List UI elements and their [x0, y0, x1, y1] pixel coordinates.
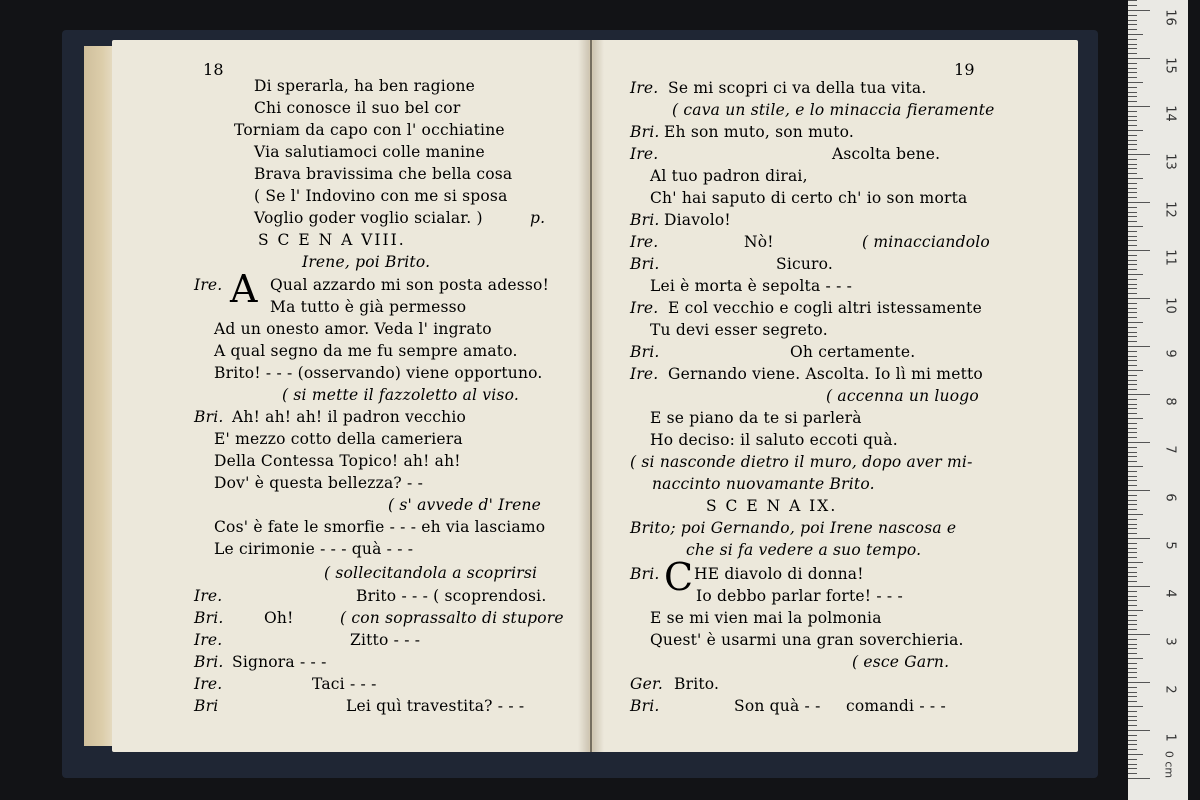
- stage-direction: ( con soprassalto di stupore: [340, 609, 564, 627]
- ruler-tick: [1128, 96, 1137, 97]
- stage-direction: Irene, poi Brito.: [302, 253, 431, 271]
- ruler-tick: [1128, 188, 1137, 189]
- ruler-tick: [1128, 720, 1137, 721]
- ruler-tick: [1128, 245, 1137, 246]
- text-line: Dov' è questa bellezza? - -: [214, 474, 424, 492]
- ruler-tick: [1128, 759, 1137, 760]
- stage-direction: Brito; poi Gernando, poi Irene nascosa e: [630, 519, 957, 537]
- stage-direction: naccinto nuovamante Brito.: [652, 475, 875, 493]
- ruler-tick: [1128, 740, 1137, 741]
- text-line: Sicuro.: [776, 255, 834, 273]
- ruler-tick: [1128, 111, 1137, 112]
- ruler-tick: [1128, 423, 1137, 424]
- text-line: Brito.: [674, 675, 720, 693]
- text-line: Lei è morta è sepolta - - -: [650, 277, 853, 295]
- ruler-tick: [1128, 140, 1137, 141]
- speaker: Ire.: [630, 145, 659, 163]
- text-line: Lei quì travestita? - - -: [346, 697, 525, 715]
- speaker: Bri.: [630, 123, 660, 141]
- ruler-tick: [1128, 485, 1137, 486]
- ruler-tick: [1128, 24, 1137, 25]
- ruler-unit-label: 0 cm: [1162, 750, 1176, 779]
- ruler-tick: [1128, 663, 1137, 664]
- ruler-tick: [1128, 711, 1137, 712]
- book-gutter: [578, 40, 604, 752]
- speaker: Bri.: [194, 609, 224, 627]
- text-line: Brito - - - ( scoprendosi.: [356, 587, 547, 605]
- ruler-tick: [1128, 399, 1137, 400]
- ruler-tick: [1128, 149, 1137, 150]
- text-line: Eh son muto, son muto.: [664, 123, 855, 141]
- ruler-number: 9: [1162, 349, 1178, 358]
- ruler-tick: [1128, 413, 1137, 414]
- text-line: Le cirimonie - - - quà - - -: [214, 540, 414, 558]
- ruler-tick: [1128, 44, 1137, 45]
- speaker: Ger.: [630, 675, 663, 693]
- ruler-tick: [1128, 34, 1143, 35]
- ruler-tick: [1128, 524, 1137, 525]
- speaker: Bri: [194, 697, 219, 715]
- text-line: Ma tutto è già permesso: [270, 298, 467, 316]
- ruler-tick: [1128, 375, 1137, 376]
- ruler-tick: [1128, 480, 1137, 481]
- ruler-tick: [1128, 255, 1137, 256]
- ruler-tick: [1128, 130, 1143, 131]
- ruler-tick: [1128, 135, 1137, 136]
- ruler-tick: [1128, 461, 1137, 462]
- ruler-tick: [1128, 351, 1137, 352]
- text-line: A qual segno da me fu sempre amato.: [214, 342, 518, 360]
- ruler-tick: [1128, 63, 1137, 64]
- stage-direction: ( si nasconde dietro il muro, dopo aver mi-: [630, 453, 973, 471]
- ruler-tick: [1128, 116, 1137, 117]
- ruler-tick: [1128, 192, 1137, 193]
- ruler-number: 7: [1162, 445, 1178, 454]
- text-line: E se piano da te si parlerà: [650, 409, 862, 427]
- measurement-ruler: [1128, 0, 1188, 800]
- ruler-tick: [1128, 29, 1137, 30]
- ruler-number: 2: [1162, 685, 1178, 694]
- stage-direction: ( minacciandolo: [862, 233, 990, 251]
- ruler-tick: [1128, 207, 1137, 208]
- ruler-tick: [1128, 629, 1137, 630]
- ruler-tick: [1128, 221, 1137, 222]
- ruler-tick: [1128, 456, 1137, 457]
- ruler-tick: [1128, 514, 1143, 515]
- ruler-tick: [1128, 370, 1143, 371]
- ruler-tick: [1128, 336, 1137, 337]
- speaker: Bri.: [630, 255, 660, 273]
- ruler-tick: [1128, 279, 1137, 280]
- ruler-tick: [1128, 706, 1143, 707]
- ruler-tick: [1128, 293, 1137, 294]
- speaker: Bri.: [630, 697, 660, 715]
- ruler-tick: [1128, 677, 1137, 678]
- ruler-tick: [1128, 538, 1150, 539]
- ruler-tick: [1128, 92, 1137, 93]
- ruler-tick: [1128, 274, 1143, 275]
- speaker: Ire.: [630, 299, 659, 317]
- ruler-number: 5: [1162, 541, 1178, 550]
- ruler-tick: [1128, 154, 1150, 155]
- ruler-tick: [1128, 552, 1137, 553]
- ruler-tick: [1128, 389, 1137, 390]
- ruler-tick: [1128, 437, 1137, 438]
- ruler-tick: [1128, 164, 1137, 165]
- ruler-tick: [1128, 490, 1150, 491]
- ruler-tick: [1128, 572, 1137, 573]
- ruler-tick: [1128, 178, 1143, 179]
- ruler-tick: [1128, 308, 1137, 309]
- text-line: Nò!: [744, 233, 774, 251]
- speaker: Ire.: [194, 587, 223, 605]
- ruler-tick: [1128, 365, 1137, 366]
- ruler-tick: [1128, 394, 1150, 395]
- ruler-tick: [1128, 5, 1137, 6]
- ruler-tick: [1128, 495, 1137, 496]
- drop-cap: A: [230, 267, 258, 311]
- ruler-tick: [1128, 591, 1137, 592]
- ruler-tick: [1128, 634, 1150, 635]
- ruler-number: 6: [1162, 493, 1178, 502]
- text-line: Cos' è fate le smorfie - - - eh via lasciamo: [214, 518, 546, 536]
- speaker: Ire.: [194, 631, 223, 649]
- drop-cap: C: [664, 555, 694, 599]
- page-number: 18: [203, 60, 224, 79]
- text-line: Diavolo!: [664, 211, 731, 229]
- ruler-tick: [1128, 317, 1137, 318]
- ruler-tick: [1128, 605, 1137, 606]
- text-line: Della Contessa Topico! ah! ah!: [214, 452, 461, 470]
- ruler-tick: [1128, 322, 1143, 323]
- text-line: Voglio goder voglio scialar. ): [254, 209, 483, 227]
- ruler-tick: [1128, 452, 1137, 453]
- ruler-tick: [1128, 106, 1150, 107]
- ruler-tick: [1128, 240, 1137, 241]
- text-line: E col vecchio e cogli altri istessamente: [668, 299, 982, 317]
- ruler-tick: [1128, 0, 1137, 1]
- stage-direction: ( s' avvede d' Irene: [388, 496, 542, 514]
- ruler-tick: [1128, 332, 1137, 333]
- ruler-number: 13: [1162, 153, 1178, 170]
- ruler-tick: [1128, 668, 1137, 669]
- stage-direction: ( accenna un luogo: [826, 387, 979, 405]
- ruler-tick: [1128, 39, 1137, 40]
- stage-direction: che si fa vedere a suo tempo.: [686, 541, 922, 559]
- ruler-tick: [1128, 432, 1137, 433]
- ruler-tick: [1128, 101, 1137, 102]
- ruler-tick: [1128, 754, 1143, 755]
- ruler-tick: [1128, 471, 1137, 472]
- ruler-tick: [1128, 773, 1137, 774]
- ruler-tick: [1128, 15, 1137, 16]
- text-line: Tu devi esser segreto.: [650, 321, 828, 339]
- ruler-tick: [1128, 442, 1150, 443]
- ruler-tick: [1128, 749, 1137, 750]
- text-line: Ch' hai saputo di certo ch' io son morta: [650, 189, 968, 207]
- stage-direction: ( cava un stile, e lo minaccia fieramente: [672, 101, 995, 119]
- ruler-tick: [1128, 596, 1137, 597]
- ruler-tick: [1128, 269, 1137, 270]
- speaker: Ire.: [194, 276, 223, 294]
- ruler-tick: [1128, 562, 1143, 563]
- text-line: E se mi vien mai la polmonia: [650, 609, 882, 627]
- ruler-tick: [1128, 764, 1137, 765]
- ruler-tick: [1128, 672, 1137, 673]
- ruler-tick: [1128, 476, 1137, 477]
- ruler-tick: [1128, 260, 1137, 261]
- ruler-number: 10: [1162, 297, 1178, 314]
- ruler-tick: [1128, 716, 1137, 717]
- ruler-tick: [1128, 744, 1137, 745]
- ruler-tick: [1128, 500, 1137, 501]
- ruler-tick: [1128, 682, 1150, 683]
- ruler-tick: [1128, 509, 1137, 510]
- ruler-tick: [1128, 346, 1150, 347]
- ruler-tick: [1128, 567, 1137, 568]
- ruler-tick: [1128, 216, 1137, 217]
- ruler-number: 15: [1162, 57, 1178, 74]
- speaker: Ire.: [194, 675, 223, 693]
- ruler-tick: [1128, 648, 1137, 649]
- ruler-tick: [1128, 600, 1137, 601]
- speaker: Ire.: [630, 233, 659, 251]
- text-line: Brito! - - - (osservando) viene opportuno.: [214, 364, 543, 382]
- ruler-tick: [1128, 360, 1137, 361]
- ruler-tick: [1128, 778, 1150, 779]
- ruler-tick: [1128, 384, 1137, 385]
- ruler-tick: [1128, 768, 1137, 769]
- text-line: Io debbo parlar forte! - - -: [696, 587, 903, 605]
- ruler-tick: [1128, 639, 1137, 640]
- stage-direction: ( sollecitandola a scoprirsi: [324, 564, 538, 582]
- ruler-tick: [1128, 197, 1137, 198]
- text-line: HE diavolo di donna!: [694, 565, 864, 583]
- ruler-tick: [1128, 624, 1137, 625]
- ruler-tick: [1128, 202, 1150, 203]
- ruler-tick: [1128, 380, 1137, 381]
- scene-heading: S C E N A IX.: [706, 497, 838, 515]
- ruler-tick: [1128, 356, 1137, 357]
- ruler-tick: [1128, 408, 1137, 409]
- text-line: Di sperarla, ha ben ragione: [254, 77, 476, 95]
- ruler-tick: [1128, 288, 1137, 289]
- ruler-tick: [1128, 658, 1143, 659]
- ruler-tick: [1128, 48, 1137, 49]
- ruler-tick: [1128, 615, 1137, 616]
- ruler-tick: [1128, 183, 1137, 184]
- text-line: Son quà - -: [734, 697, 821, 715]
- ruler-tick: [1128, 264, 1137, 265]
- ruler-tick: [1128, 428, 1137, 429]
- ruler-tick: [1128, 226, 1143, 227]
- ruler-tick: [1128, 533, 1137, 534]
- ruler-tick: [1128, 586, 1150, 587]
- ruler-tick: [1128, 231, 1137, 232]
- text-line: comandi - - -: [846, 697, 946, 715]
- ruler-tick: [1128, 735, 1137, 736]
- ruler-tick: [1128, 696, 1137, 697]
- ruler-number: 4: [1162, 589, 1178, 598]
- ruler-tick: [1128, 557, 1137, 558]
- ruler-tick: [1128, 644, 1137, 645]
- ruler-tick: [1128, 519, 1137, 520]
- ruler-tick: [1128, 212, 1137, 213]
- ruler-tick: [1128, 236, 1137, 237]
- ruler-tick: [1128, 312, 1137, 313]
- text-line: Ascolta bene.: [832, 145, 941, 163]
- stage-direction: ( si mette il fazzoletto al viso.: [282, 386, 519, 404]
- ruler-tick: [1128, 168, 1137, 169]
- ruler-tick: [1128, 87, 1137, 88]
- ruler-number: 8: [1162, 397, 1178, 406]
- text-line: Via salutiamoci colle manine: [254, 143, 485, 161]
- text-line: E' mezzo cotto della cameriera: [214, 430, 463, 448]
- ruler-tick: [1128, 466, 1143, 467]
- ruler-tick: [1128, 620, 1137, 621]
- ruler-tick: [1128, 58, 1150, 59]
- ruler-number: 3: [1162, 637, 1178, 646]
- page-edge-stack: [84, 46, 114, 746]
- ruler-tick: [1128, 72, 1137, 73]
- text-line: Al tuo padron dirai,: [650, 167, 808, 185]
- ruler-tick: [1128, 610, 1143, 611]
- text-line: Ad un onesto amor. Veda l' ingrato: [214, 320, 492, 338]
- speaker: Bri.: [194, 653, 224, 671]
- ruler-tick: [1128, 125, 1137, 126]
- text-line: Chi conosce il suo bel cor: [254, 99, 461, 117]
- ruler-tick: [1128, 159, 1137, 160]
- ruler-tick: [1128, 687, 1137, 688]
- text-line: Oh certamente.: [790, 343, 916, 361]
- text-line: Ho deciso: il saluto eccoti quà.: [650, 431, 898, 449]
- ruler-tick: [1128, 120, 1137, 121]
- ruler-tick: [1128, 53, 1137, 54]
- ruler-tick: [1128, 418, 1143, 419]
- ruler-tick: [1128, 327, 1137, 328]
- speaker: Bri.: [630, 343, 660, 361]
- ruler-tick: [1128, 341, 1137, 342]
- ruler-tick: [1128, 701, 1137, 702]
- text-line: p.: [530, 209, 546, 227]
- ruler-tick: [1128, 404, 1137, 405]
- ruler-tick: [1128, 144, 1137, 145]
- speaker: Bri.: [194, 408, 224, 426]
- ruler-tick: [1128, 528, 1137, 529]
- ruler-number: 12: [1162, 201, 1178, 218]
- text-line: Taci - - -: [312, 675, 377, 693]
- ruler-tick: [1128, 725, 1137, 726]
- speaker: Bri.: [630, 565, 660, 583]
- stage-direction: ( esce Garn.: [852, 653, 950, 671]
- speaker: Ire.: [630, 79, 659, 97]
- ruler-number: 11: [1162, 249, 1178, 266]
- ruler-tick: [1128, 447, 1137, 448]
- ruler-tick: [1128, 576, 1137, 577]
- ruler-tick: [1128, 284, 1137, 285]
- text-line: Quest' è usarmi una gran soverchieria.: [650, 631, 964, 649]
- ruler-tick: [1128, 10, 1150, 11]
- ruler-tick: [1128, 250, 1150, 251]
- page-number: 19: [954, 60, 975, 79]
- text-line: Se mi scopri ci va della tua vita.: [668, 79, 927, 97]
- ruler-tick: [1128, 653, 1137, 654]
- ruler-tick: [1128, 20, 1137, 21]
- ruler-number: 14: [1162, 105, 1178, 122]
- text-line: Zitto - - -: [350, 631, 421, 649]
- text-line: Qual azzardo mi son posta adesso!: [270, 276, 550, 294]
- ruler-tick: [1128, 548, 1137, 549]
- ruler-number: 16: [1162, 9, 1178, 26]
- text-line: Gernando viene. Ascolta. Io lì mi metto: [668, 365, 983, 383]
- ruler-tick: [1128, 303, 1137, 304]
- speaker: Ire.: [630, 365, 659, 383]
- ruler-tick: [1128, 173, 1137, 174]
- text-line: Ah! ah! ah! il padron vecchio: [232, 408, 467, 426]
- ruler-tick: [1128, 68, 1137, 69]
- ruler-tick: [1128, 692, 1137, 693]
- ruler-number: 1: [1162, 733, 1178, 742]
- ruler-tick: [1128, 581, 1137, 582]
- ruler-tick: [1128, 77, 1137, 78]
- speaker: Bri.: [630, 211, 660, 229]
- ruler-tick: [1128, 504, 1137, 505]
- text-line: ( Se l' Indovino con me si sposa: [254, 187, 508, 205]
- ruler-tick: [1128, 543, 1137, 544]
- text-line: Brava bravissima che bella cosa: [254, 165, 513, 183]
- scene-heading: S C E N A VIII.: [258, 231, 406, 249]
- text-line: Signora - - -: [232, 653, 327, 671]
- text-line: Torniam da capo con l' occhiatine: [234, 121, 505, 139]
- ruler-tick: [1128, 298, 1150, 299]
- text-line: Oh!: [264, 609, 294, 627]
- ruler-tick: [1128, 82, 1143, 83]
- ruler-tick: [1128, 730, 1150, 731]
